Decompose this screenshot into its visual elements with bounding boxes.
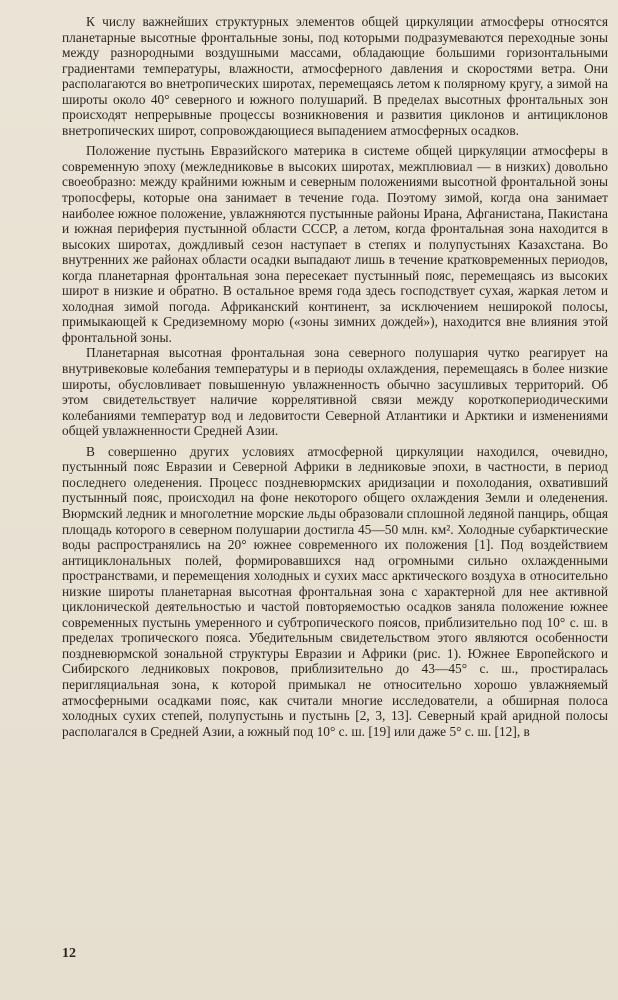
body-text — [62, 14, 608, 739]
paragraph-4: В совершенно других условиях атмосферной циркуляции находился, очевидно, пустынный пояс Евразии и Северной Африки в ледниковые эпохи, в частности, в период последнего оледенения. Процесс поздневюрмских аридизации и похолодания, охвативший пустынный пояс, происходил на фоне некоторого общего охлаждения Земли и оледенения. Вюрмский ледник и многолетние морские льды образовали сплошной ледяной панцирь, общая площадь которого в северном полушарии достигла 45—50 млн. км². Холодные субарктические воды распространялись на 20° южнее современного их положения [1]. Под воздействием антициклональных полей, формировавшихся над огромными сильно охлажденными пространствами, и перемещения холодных и сухих масс арктического воздуха в относительно низкие широты планетарная высотная фронтальная зона с характерной для нее активной циклонической деятельностью и частой повторяемостью осадков заняла положение южнее современных пустынь умеренного и субтропического поясов, приблизительно под 10° с. ш. в пределах тропического пояса. Убедительным свидетельством этого являются особенности поздневюрмской зональной структуры Евразии и Африки (рис. 1). Южнее Европейского и Сибирского ледниковых покровов, приблизительно до 43—45° с. ш., простиралась перигляциальная зона, к которой примыкал не относительно хорошо увлажняемый атмосферными осадками пояс, как считали многие исследователи, а обширная полоса холодных сухих степей, полупустынь и пустынь [2, 3, 13]. Северный край аридной полосы располагался в Средней Азии, а южный под 10° с. ш. [19] или даже 5° с. ш. [12], в — [62, 443, 608, 739]
paragraph-3: Планетарная высотная фронтальная зона северного полушария чутко реагирует на внутривековые колебания температуры и в периоды охлаждения, перемещаясь в более низкие широты, обусловливает повышенную увлажненность обычно засушливых территорий. Об этом свидетельствует наличие коррелятивной связи между короткопериодическими колебаниями температур вод и ледовитости Северной Атлантики и Арктики и изменениями общей увлажненности Средней Азии. — [62, 345, 608, 439]
paragraph-2: Положение пустынь Евразийского материка в системе общей циркуляции атмосферы в современную эпоху (межледниковье в высоких широтах, межплювиал — в низких) довольно своеобразно: между крайними южным и северным положениями высотной фронтальной зоны тропосферы, которые она занимает в течение года. Поэтому зимой, когда она занимает наиболее южное положение, увлажняются пустынные районы Ирана, Афганистана, Пакистана и южная периферия пустынной области СССР, а летом, когда фронтальная зона находится в высоких широтах, дождливый сезон наступает в степях и полупустынях Казахстана. Во внутренних же районах области осадки выпадают лишь в течение кратковременных периодов, когда планетарная фронтальная зона пересекает пустынный пояс, перемещаясь из высоких широт в низкие и обратно. В остальное время года здесь господствует сухая, жаркая летом и холодная зимой погода. Африканский континент, за исключением неширокой полосы, примыкающей к Средиземному морю («зоны зимних дождей»), находится вне влияния этой фронтальной зоны. — [62, 143, 608, 345]
page-number: 12 — [62, 946, 76, 961]
paragraph-1: К числу важнейших структурных элементов общей циркуляции атмосферы относятся планетарные высотные фронтальные зоны, под которыми подразумеваются переходные зоны между разнородными воздушными массами, обладающие большими горизонтальными градиентами температуры, влажности, атмосферного давления и скоростями ветра. Они располагаются во внетропических широтах, перемещаясь летом к полярному кругу, а зимой на широты около 40° северного и южного полушарий. В пределах высотных фронтальных зон происходят непрерывные процессы возникновения и развития циклонов и антициклонов внетропических широт, сопровождающиеся выпадением атмосферных осадков. — [62, 14, 608, 138]
